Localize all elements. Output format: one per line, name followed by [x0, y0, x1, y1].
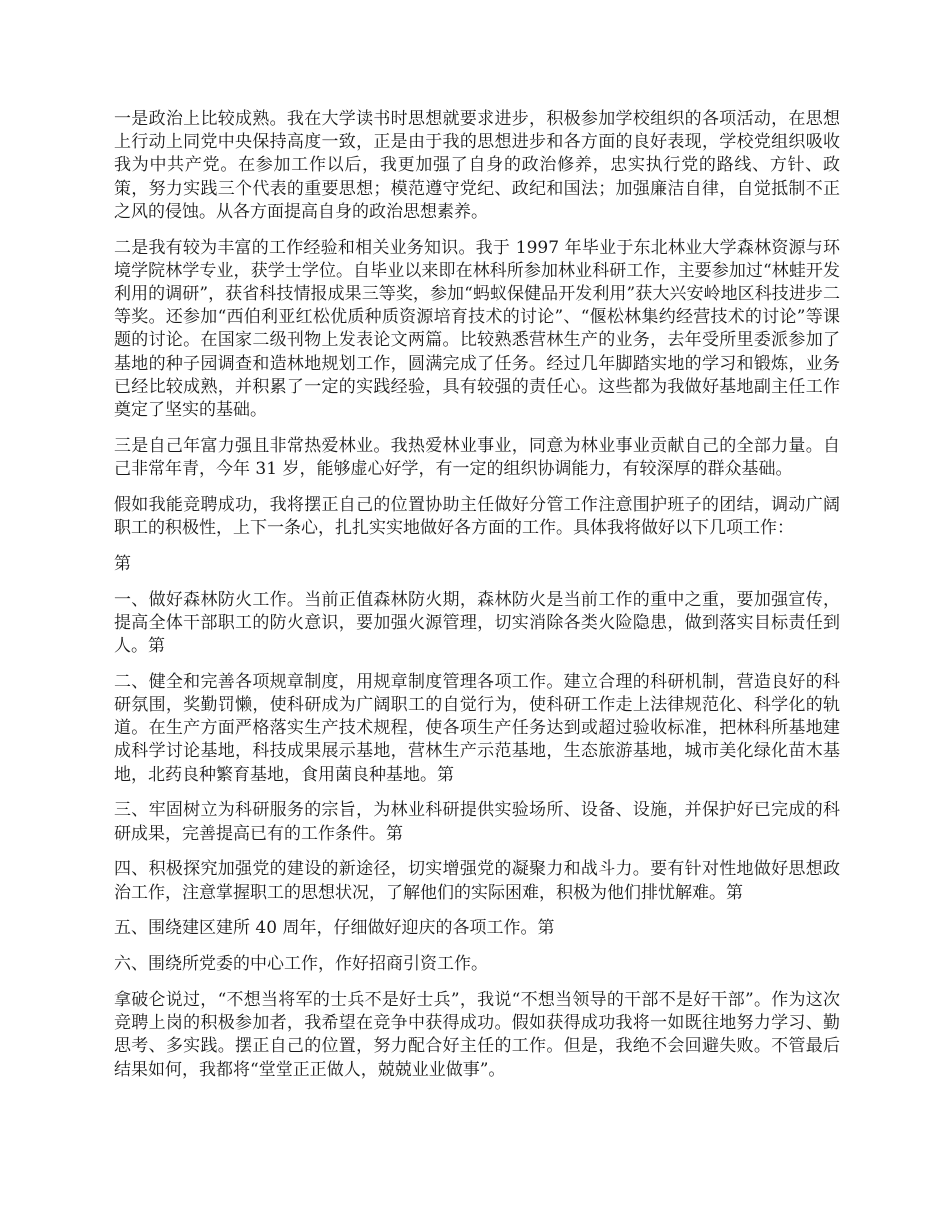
paragraph-work-plan-intro: 假如我能竞聘成功，我将摆正自己的位置协助主任做好分管工作注意围护班子的团结，调动广阔职工的积极性，上下一条心，扎扎实实地做好各方面的工作。具体我将做好以下几项工作：	[114, 494, 840, 539]
paragraph-item-fire-prevention: 一、做好森林防火工作。当前正值森林防火期，森林防火是当前工作的重中之重，要加强宣传，提高全体干部职工的防火意识，要加强火源管理，切实消除各类火险隐患，做到落实目标责任到人。第	[114, 589, 840, 657]
paragraph-item-anniversary: 五、围绕建区建所 40 周年，仔细做好迎庆的各项工作。第	[114, 918, 555, 939]
paragraph-item-research-service: 三、牢固树立为科研服务的宗旨，为林业科研提供实验场所、设备、设施，并保护好已完成的科研成果，完善提高已有的工作条件。第	[114, 800, 840, 844]
document-body	[114, 108, 840, 1094]
paragraph-love-forestry: 三是自己年富力强且非常热爱林业。我热爱林业事业，同意为林业事业贡献自己的全部力量。自己非常年青，今年 31 岁，能够虚心好学，有一定的组织协调能力，有较深厚的群众基础。	[114, 435, 840, 480]
paragraph-item-party-building: 四、积极探究加强党的建设的新途径，切实增强党的凝聚力和战斗力。要有针对性地做好思想政治工作，注意掌握职工的思想状况，了解他们的实际困难，积极为他们排忧解难。第	[114, 859, 840, 903]
paragraph-closing: 拿破仑说过，“不想当将军的士兵不是好士兵”，我说“不想当领导的干部不是好干部”。作为这次竞聘上岗的积极参加者，我希望在竞争中获得成功。假如获得成功我将一如既往地努力学习、勤思考、多实践。摆正自己的位置，努力配合好主任的工作。但是，我绝不会回避失败。不管最后结果如何，我都将“堂堂正正做人，兢兢业业做事”。	[114, 990, 840, 1080]
paragraph-ordinal-marker: 第	[114, 553, 131, 574]
paragraph-political-maturity: 一是政治上比较成熟。我在大学读书时思想就要求进步，积极参加学校组织的各项活动，在思想上行动上同党中央保持高度一致，正是由于我的思想进步和各方面的良好表现，学校党组织吸收我为中共产党。在参加工作以后，我更加强了自身的政治修养，忠实执行党的路线、方针、政策，努力实践三个代表的重要思想；模范遵守党纪、政纪和国法；加强廉洁自律，自觉抵制不正之风的侵蚀。从各方面提高自身的政治思想素养。	[114, 109, 840, 222]
paragraph-item-regulations: 二、健全和完善各项规章制度，用规章制度管理各项工作。建立合理的科研机制，营造良好的科研氛围，奖勤罚懒，使科研成为广阔职工的自觉行为，使科研工作走上法律规范化、科学化的轨道。在生产方面严格落实生产技术规程，使各项生产任务达到或超过验收标准，把林科所基地建成科学讨论基地，科技成果展示基地，营林生产示范基地，生态旅游基地，城市美化绿化苗木基地，北药良种繁育基地，食用菌良种基地。第	[114, 671, 840, 785]
paragraph-work-experience: 二是我有较为丰富的工作经验和相关业务知识。我于 1997 年毕业于东北林业大学森林资源与环境学院林学专业，获学士学位。自毕业以来即在林科所参加林业科研工作，主要参加过“林蛙开发利用的调研”，获省科技情报成果三等奖，参加“蚂蚁保健品开发利用”获大兴安岭地区科技进步二等奖。还参加“西伯利亚红松优质种质资源培育技术的讨论”、“偃松林集约经营技术的讨论”等课题的讨论。在国家二级刊物上发表论文两篇。比较熟悉营林生产的业务，去年受所里委派参加了基地的种子园调查和造林地规划工作，圆满完成了任务。经过几年脚踏实地的学习和锻炼，业务已经比较成熟，并积累了一定的实践经验，具有较强的责任心。这些都为我做好基地副主任工作奠定了坚实的基础。	[114, 237, 840, 421]
paragraph-item-investment: 六、围绕所党委的中心工作，作好招商引资工作。	[114, 954, 488, 975]
